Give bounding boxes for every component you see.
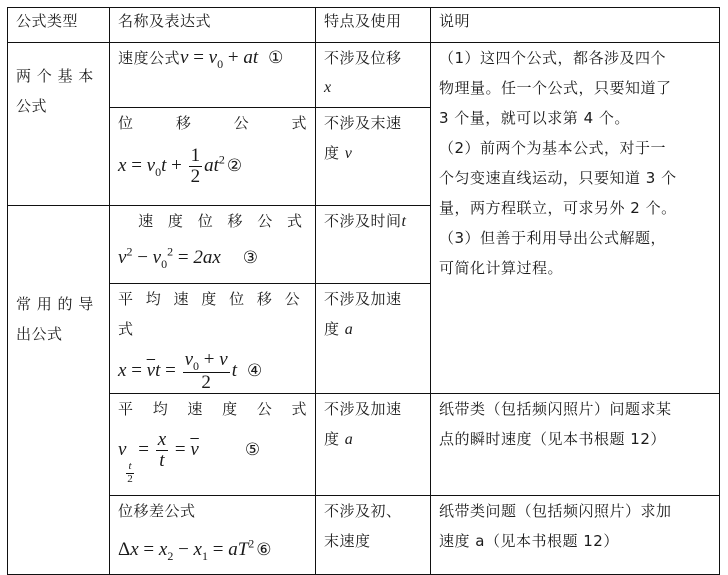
shared-note-cell [431,43,720,394]
header-note: 说明 [431,8,720,43]
note-line: 可简化计算过程。 [439,259,564,277]
formula-cell-6 [110,496,316,575]
group-label-line2: 出公式 [16,325,63,343]
formula-number: ③ [242,248,258,269]
feature-cell-5: 不涉及加速 度 a [316,394,431,496]
formula-number: ① [268,48,284,68]
group-label-line1: 两 个 基 本 [16,67,94,85]
formula-cell-2 [110,108,316,206]
feature-var: a [344,321,354,338]
formula-cell-3 [110,206,316,284]
feature-var: v [344,145,353,162]
formula-cell-1 [110,43,316,108]
formula-name: 速 度 位 移 公 式 [138,212,307,230]
average-velocity-formula: v $\frac{t}{2}$ = $\frac{x}{t}$ = $\overline{v}$ ⑤ [118,429,261,485]
feature-var: t [401,213,407,230]
header-type: 公式类型 [8,8,110,43]
feature-cell-6: 不涉及初、 末速度 [316,496,431,575]
group-derived-formulas [8,206,110,575]
note-line: 量，两方程联立，可求另外 2 个。 [439,199,677,217]
displacement-difference-formula: $\Delta x = x_2 - x_1 = aT^2$ ⑥ [118,536,272,563]
feature-cell-1: 不涉及位移 x [316,43,431,108]
feature-var: a [344,431,354,449]
header-name: 名称及表达式 [110,8,316,43]
formula-number: ⑤ [244,440,261,461]
kinematics-formula-table [7,7,720,575]
formula-number: ⑥ [256,539,272,560]
velocity-displacement-formula: $v^2 - v_0^2 = 2ax$ ③ [118,245,258,272]
note-line: （1）这四个公式，都各涉及四个 [439,49,667,67]
formula-cell-5 [110,394,316,496]
feature-cell-4: 不涉及加速 度 a [316,284,431,394]
feature-cell-3: 不涉及时间t [316,206,431,284]
velocity-formula: $v = v_0$ + at [180,47,259,71]
formula-name: 平 均 速 度 位 移 公 式 [118,290,304,338]
group-basic-formulas [8,43,110,206]
note-cell-6: 纸带类问题（包括频闪照片）求加 速度 a（见本书根题 12） [431,496,720,575]
feature-var: x [324,79,332,96]
table-row [8,496,720,575]
note-cell-5: 纸带类（包括频闪照片）问题求某 点的瞬时速度（见本书根题 12） [431,394,720,496]
note-line: 物理量。任一个公式，只要知道了 [439,79,672,97]
formula-name: 位移差公式 [118,502,196,521]
group-label-line2: 公式 [16,97,48,115]
table-row [8,394,720,496]
header-feature: 特点及使用 [316,8,431,43]
average-velocity-displacement-formula: $x = \overline{v}t$ = $\frac{v_0 + v}{2}$ t ④ [118,349,263,394]
note-line: 个匀变速直线运动，只要知道 3 个 [439,169,677,187]
formula-name: 位 移 公 式 [118,114,307,132]
feature-cell-2: 不涉及末速 度 v [316,108,431,206]
formula-name: 速度公式 [118,49,181,67]
formula-cell-4 [110,284,316,394]
note-line: 3 个量，就可以求第 4 个。 [439,109,630,127]
group-label-line1: 常 用 的 导 [16,295,94,313]
formula-number: ② [226,155,243,176]
formula-name: 平 均 速 度 公 式 [118,400,307,419]
table-row [8,43,720,108]
displacement-formula: $x = v_0t$ + $\frac{1}{2}$ $at^2$ ② [118,145,243,187]
header-row [8,8,720,43]
formula-number: ④ [246,361,263,382]
note-line: （3）但善于利用导出公式解题， [439,229,667,247]
note-line: （2）前两个为基本公式，对于一 [439,139,667,157]
